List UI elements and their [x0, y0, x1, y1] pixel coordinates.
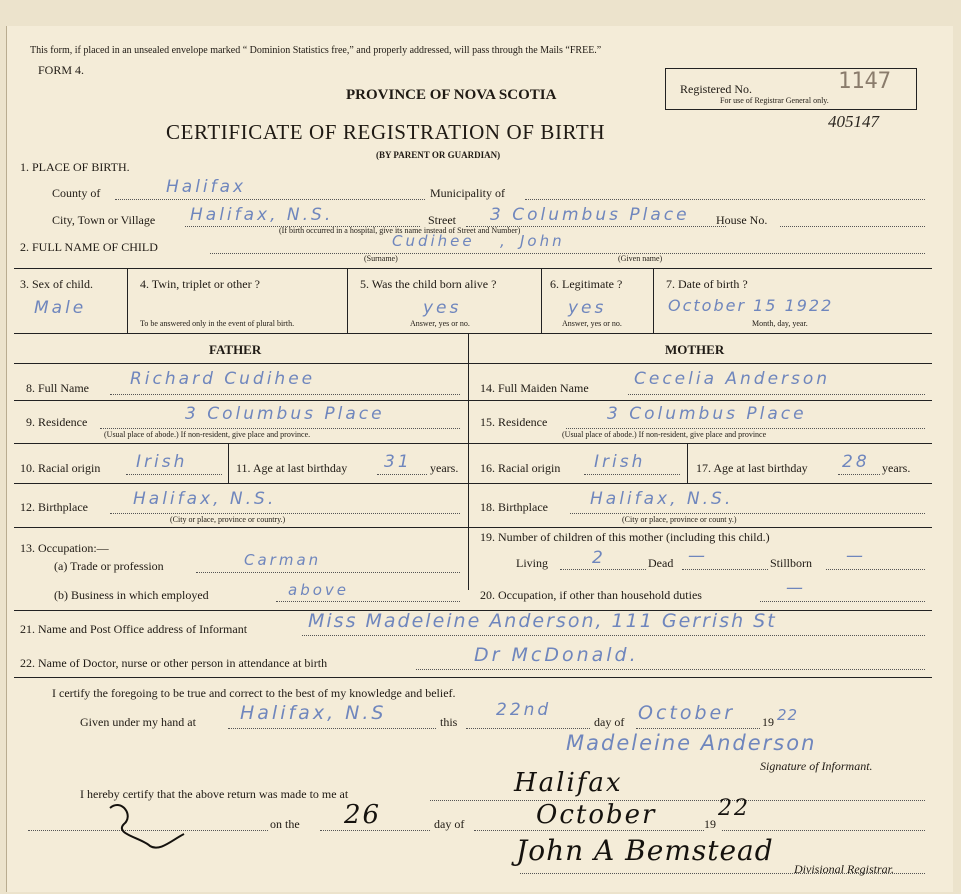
alive-value: yes — [423, 298, 462, 318]
rule — [14, 443, 932, 444]
father-trade-line — [196, 572, 460, 573]
mother-birthplace-line — [570, 513, 925, 514]
mother-age-value: 28 — [842, 452, 870, 472]
house-label: House No. — [716, 213, 768, 227]
father-residence-label: 9. Residence — [26, 415, 88, 429]
mother-residence-note: (Usual place of abode.) If non-resident, give place and province — [562, 430, 767, 439]
dead-line — [682, 569, 768, 570]
mother-residence-line — [566, 428, 925, 429]
given-place-value: Halifax, N.S — [240, 702, 387, 724]
father-trade-value: Carman — [244, 551, 322, 569]
father-racial-line — [126, 474, 222, 475]
alive-note: Answer, yes or no. — [410, 319, 470, 328]
father-age-line — [377, 474, 427, 475]
municipality-label: Municipality of — [430, 186, 505, 200]
registrar-place-value: Halifax — [514, 768, 623, 798]
street-value: 3 Columbus Place — [490, 205, 690, 225]
father-birthplace-value: Halifax, N.S. — [133, 489, 277, 509]
child-given: John — [520, 232, 565, 250]
mother-name-value: Cecelia Anderson — [634, 369, 831, 389]
child-surname: Cudihee — [392, 232, 475, 250]
registrar-place-line — [430, 800, 925, 801]
registrar-flourish — [100, 794, 190, 854]
certify-month-line — [636, 728, 760, 729]
stillborn-line — [826, 569, 925, 570]
mother-birthplace-label: 18. Birthplace — [480, 500, 548, 514]
mother-age-line — [838, 474, 880, 475]
stillborn-label: Stillborn — [770, 556, 813, 570]
sex-value: Male — [34, 298, 87, 318]
rule — [127, 268, 128, 333]
mother-racial-value: Irish — [594, 452, 646, 472]
doctor-line — [416, 669, 925, 670]
father-business-label: (b) Business in which employed — [54, 588, 209, 602]
surname-caption: (Surname) — [364, 254, 398, 263]
mother-residence-label: 15. Residence — [480, 415, 548, 429]
child-comma: , — [500, 232, 508, 250]
rule — [14, 400, 932, 401]
mother-occupation-line — [760, 601, 925, 602]
father-years: years. — [430, 461, 459, 475]
living-line — [560, 569, 646, 570]
dob-value: October 15 1922 — [668, 296, 834, 315]
father-business-value: above — [288, 581, 349, 599]
father-birthplace-label: 12. Birthplace — [20, 500, 88, 514]
mother-occupation-value: — — [786, 578, 806, 598]
father-racial-value: Irish — [136, 452, 188, 472]
registrar-year-prefix: 19 — [704, 817, 716, 831]
legit-label: 6. Legitimate ? — [550, 277, 623, 291]
dob-note: Month, day, year. — [752, 319, 808, 328]
certify-this-label: this — [440, 715, 458, 729]
certify-year-value: 22 — [777, 706, 799, 724]
registrar-month-line — [474, 830, 704, 831]
informant-line — [302, 635, 925, 636]
father-birthplace-note: (City or place, province or country.) — [170, 515, 286, 524]
mother-name-label: 14. Full Maiden Name — [480, 381, 589, 395]
municipality-line — [525, 199, 925, 200]
registrar-signature: John A Bemstead — [516, 834, 774, 867]
street-label: Street — [428, 213, 456, 227]
county-line — [115, 199, 425, 200]
city-value: Halifax, N.S. — [190, 205, 334, 225]
father-birthplace-line — [110, 513, 460, 514]
doctor-value: Dr McDonald. — [474, 644, 639, 666]
living-label: Living — [516, 556, 548, 570]
registrar-year-value: 22 — [718, 796, 750, 821]
informant-signature-label: Signature of Informant. — [760, 759, 873, 773]
mother-occupation-label: 20. Occupation, if other than household duties — [480, 588, 702, 602]
registrar-signature-line — [520, 873, 925, 874]
rule — [541, 268, 542, 333]
form-number: FORM 4. — [38, 63, 85, 77]
father-trade-label: (a) Trade or profession — [54, 559, 164, 573]
mother-heading: MOTHER — [665, 342, 725, 357]
informant-signature: Madeleine Anderson — [566, 731, 817, 755]
mail-notice: This form, if placed in an unsealed envelope marked “ Dominion Statistics free,” and properly addressed, will pass through the Mails “FREE.” — [30, 45, 602, 56]
rule — [14, 333, 932, 334]
rule — [653, 268, 654, 333]
sex-label: 3. Sex of child. — [20, 277, 93, 291]
living-value: 2 — [592, 548, 606, 568]
informant-label: 21. Name and Post Office address of Informant — [20, 622, 248, 636]
mother-years: years. — [882, 461, 911, 475]
house-line — [780, 226, 925, 227]
registered-label: Registered No. — [680, 82, 752, 96]
page-title: CERTIFICATE OF REGISTRATION OF BIRTH — [166, 120, 606, 144]
rule — [14, 527, 932, 528]
given-place-line — [228, 728, 436, 729]
legit-note: Answer, yes or no. — [562, 319, 622, 328]
mother-racial-line — [584, 474, 680, 475]
father-heading: FATHER — [209, 342, 262, 357]
child-name-line — [210, 253, 925, 254]
registrar-day-value: 26 — [344, 800, 382, 830]
stillborn-value: — — [846, 546, 866, 566]
registered-note: For use of Registrar General only. — [720, 96, 829, 105]
mother-children-label: 19. Number of children of this mother (including this child.) — [480, 530, 770, 544]
rule — [347, 268, 348, 333]
registrar-signature-label: Divisional Registrar. — [794, 862, 895, 876]
alive-label: 5. Was the child born alive ? — [360, 277, 497, 291]
registered-stamp-number: 1147 — [838, 69, 891, 94]
city-label: City, Town or Village — [52, 213, 156, 227]
rule — [14, 268, 932, 269]
father-business-line — [276, 601, 460, 602]
father-occupation-label: 13. Occupation:— — [20, 541, 109, 555]
rule — [228, 443, 229, 483]
certify-month-value: October — [638, 702, 736, 724]
informant-value: Miss Madeleine Anderson, 111 Gerrish St — [308, 610, 777, 632]
rule — [468, 333, 469, 590]
registrar-day-line — [320, 830, 430, 831]
twin-note: To be answered only in the event of plural birth. — [140, 319, 295, 328]
child-name-label: 2. FULL NAME OF CHILD — [20, 240, 158, 254]
county-label: County of — [52, 186, 101, 200]
father-name-label: 8. Full Name — [26, 381, 89, 395]
certify-dayof-label: day of — [594, 715, 625, 729]
certify-year-prefix: 19 — [762, 715, 774, 729]
registrar-month-value: October — [536, 800, 657, 830]
certify-text: I certify the foregoing to be true and correct to the best of my knowledge and belief. — [52, 686, 456, 700]
county-value: Halifax — [166, 177, 247, 197]
father-age-label: 11. Age at last birthday — [236, 461, 348, 475]
hospital-note: (If birth occurred in a hospital, give its name instead of Street and Number) — [279, 226, 521, 235]
father-age-value: 31 — [384, 452, 412, 472]
father-name-value: Richard Cudihee — [130, 369, 316, 389]
given-label: Given under my hand at — [80, 715, 196, 729]
doctor-label: 22. Name of Doctor, nurse or other person in attendance at birth — [20, 656, 328, 670]
dead-label: Dead — [648, 556, 674, 570]
rule — [14, 363, 932, 364]
father-name-line — [110, 394, 460, 395]
mother-residence-value: 3 Columbus Place — [607, 404, 807, 424]
province: PROVINCE OF NOVA SCOTIA — [346, 87, 557, 103]
father-racial-label: 10. Racial origin — [20, 461, 101, 475]
mother-birthplace-note: (City or place, province or count y.) — [622, 515, 737, 524]
legit-value: yes — [568, 298, 607, 318]
father-residence-line — [100, 428, 460, 429]
subtitle: (BY PARENT OR GUARDIAN) — [376, 150, 501, 160]
father-residence-note: (Usual place of abode.) If non-resident, give place and province. — [104, 430, 311, 439]
handwritten-number: 405147 — [828, 112, 879, 131]
certify-day-value: 22nd — [496, 700, 552, 720]
rule — [14, 677, 932, 678]
mother-age-label: 17. Age at last birthday — [696, 461, 808, 475]
father-residence-value: 3 Columbus Place — [185, 404, 385, 424]
mother-name-line — [628, 394, 925, 395]
dob-label: 7. Date of birth ? — [666, 277, 748, 291]
twin-label: 4. Twin, triplet or other ? — [140, 277, 260, 291]
certify-day-line — [466, 728, 590, 729]
mother-birthplace-value: Halifax, N.S. — [590, 489, 734, 509]
registrar-year-line — [722, 830, 925, 831]
mother-racial-label: 16. Racial origin — [480, 461, 561, 475]
registrar-text: I hereby certify that the above return was made to me at — [80, 787, 349, 801]
registrar-on-label: on the — [270, 817, 300, 831]
dead-value: — — [688, 546, 708, 566]
registrar-dayof-label: day of — [434, 817, 465, 831]
rule — [14, 483, 932, 484]
given-caption: (Given name) — [618, 254, 663, 263]
place-of-birth-heading: 1. PLACE OF BIRTH. — [20, 160, 130, 174]
rule — [687, 443, 688, 483]
